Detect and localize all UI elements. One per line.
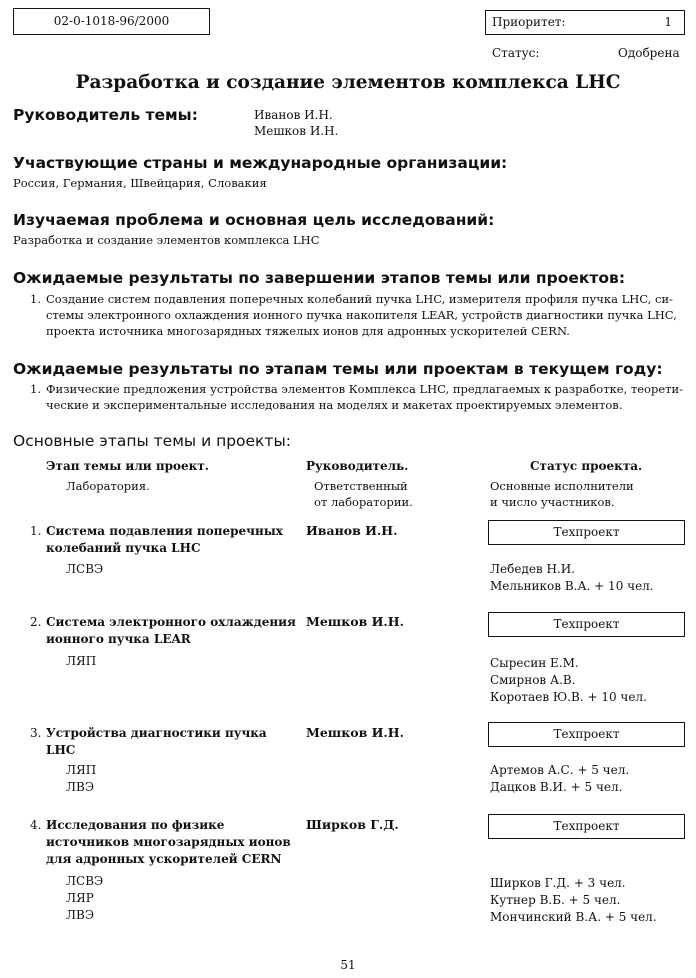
stage-title-line: Исследования по физике [46, 818, 225, 832]
lab-line: ЛЯР [66, 891, 94, 905]
expected-year-item [30, 381, 684, 415]
list-line: проекта источника многозарядных тяжелых ионов для адронных ускорителей CERN. [46, 324, 570, 338]
stage-members [490, 655, 647, 706]
stage-title-line: Система подавления поперечных [46, 524, 283, 538]
stage-lab: ЛСВЭ [66, 562, 104, 576]
stage-title-line: Устройства диагностики пучка [46, 726, 267, 740]
stage-status-box: Техпроект [488, 520, 685, 545]
col-leader-sub: от лаборатории. [314, 495, 413, 509]
col-status-sub: Основные исполнители [490, 479, 634, 493]
stage-title [30, 725, 300, 761]
stage-title-line: ионного пучка LEAR [46, 632, 191, 646]
stage-number: 4. [30, 818, 42, 832]
stage-title-line: для адронных ускорителей CERN [46, 852, 282, 866]
col-stage-header: Этап темы или проект. [46, 459, 209, 473]
col-leader-sub: Ответственный [314, 479, 408, 493]
countries-heading: Участвующие страны и международные организации: [13, 154, 508, 172]
stage-lab [66, 762, 96, 796]
lab-line: ЛЯП [66, 763, 97, 777]
list-line: Физические предложения устройства элементов Комплекса LHC, предлагаемых к разработке, теорети- [46, 382, 684, 396]
stage-number: 1. [30, 524, 42, 538]
stage-title-line: Система электронного охлаждения [46, 615, 296, 629]
member-line: Дацков В.И. + 5 чел. [490, 780, 623, 794]
member-line: Смирнов А.В. [490, 673, 576, 687]
stage-status-box: Техпроект [488, 612, 685, 637]
lab-line: ЛВЭ [66, 908, 95, 922]
stage-members [490, 762, 629, 796]
document-code: 02-0-1018-96/2000 [13, 8, 210, 35]
col-stage-sub: Лаборатория. [66, 479, 150, 493]
list-line: Создание систем подавления поперечных колебаний пучка LHC, измерителя профиля пучка LHC, си- [46, 292, 673, 306]
stage-status-box: Техпроект [488, 722, 685, 747]
priority-box [485, 10, 685, 35]
lab-line: ЛВЭ [66, 780, 95, 794]
leaders-heading: Руководитель темы: [13, 106, 198, 124]
countries-text: Россия, Германия, Швейцария, Словакия [13, 176, 267, 190]
list-number: 1. [30, 292, 41, 306]
list-number: 1. [30, 382, 41, 396]
stage-lab: ЛЯП [66, 654, 97, 668]
page-title: Разработка и создание элементов комплекса LHC [75, 72, 621, 93]
list-line: ческие и экспериментальные исследования на моделях и макетах проектируемых элементов. [46, 398, 623, 412]
stage-title-line: колебаний пучка LHC [46, 541, 201, 555]
stage-title-line: источников многозарядных ионов [46, 835, 291, 849]
expected-final-item [30, 291, 680, 341]
priority-value: 1 [664, 15, 672, 29]
member-line: Коротаев Ю.В. + 10 чел. [490, 690, 647, 704]
problem-heading: Изучаемая проблема и основная цель исследований: [13, 211, 495, 229]
stage-number: 3. [30, 726, 42, 740]
expected-year-heading: Ожидаемые результаты по этапам темы или проектам в текущем году: [13, 360, 663, 378]
leader-name: Мешков И.Н. [254, 124, 339, 138]
member-line: Ширков Г.Д. + 3 чел. [490, 876, 626, 890]
status-value: Одобрена [618, 46, 680, 60]
stage-leader: Ширков Г.Д. [306, 817, 399, 832]
stage-title [30, 817, 300, 871]
stage-title [30, 614, 300, 650]
member-line: Лебедев Н.И. [490, 562, 576, 576]
col-status-sub: и число участников. [490, 495, 615, 509]
col-status-header: Статус проекта. [530, 459, 643, 473]
problem-text: Разработка и создание элементов комплекса LHC [13, 233, 320, 247]
member-line: Мончинский В.А. + 5 чел. [490, 910, 657, 924]
expected-final-heading: Ожидаемые результаты по завершении этапов темы или проектов: [13, 269, 626, 287]
stage-number: 2. [30, 615, 42, 629]
stages-heading: Основные этапы темы и проекты: [13, 432, 291, 450]
member-line: Сыресин Е.М. [490, 656, 579, 670]
stage-title [30, 523, 300, 559]
leader-name: Иванов И.Н. [254, 108, 333, 122]
stage-leader: Мешков И.Н. [306, 725, 404, 740]
stage-members [490, 875, 657, 926]
stage-title-line: LHC [46, 743, 76, 757]
status-label: Статус: [492, 46, 540, 60]
stage-lab [66, 873, 103, 924]
lab-line: ЛСВЭ [66, 874, 104, 888]
stage-leader: Иванов И.Н. [306, 523, 398, 538]
stage-members [490, 561, 654, 595]
member-line: Артемов А.С. + 5 чел. [490, 763, 630, 777]
priority-label: Приоритет: [492, 15, 566, 29]
list-line: стемы электронного охлаждения ионного пучка накопителя LEAR, устройств диагностики пучка LHC, [46, 308, 677, 322]
member-line: Мельников В.А. + 10 чел. [490, 579, 654, 593]
stage-status-box: Техпроект [488, 814, 685, 839]
member-line: Кутнер В.Б. + 5 чел. [490, 893, 621, 907]
page-number: 51 [340, 958, 356, 972]
col-leader-header: Руководитель. [306, 459, 409, 473]
stage-leader: Мешков И.Н. [306, 614, 404, 629]
